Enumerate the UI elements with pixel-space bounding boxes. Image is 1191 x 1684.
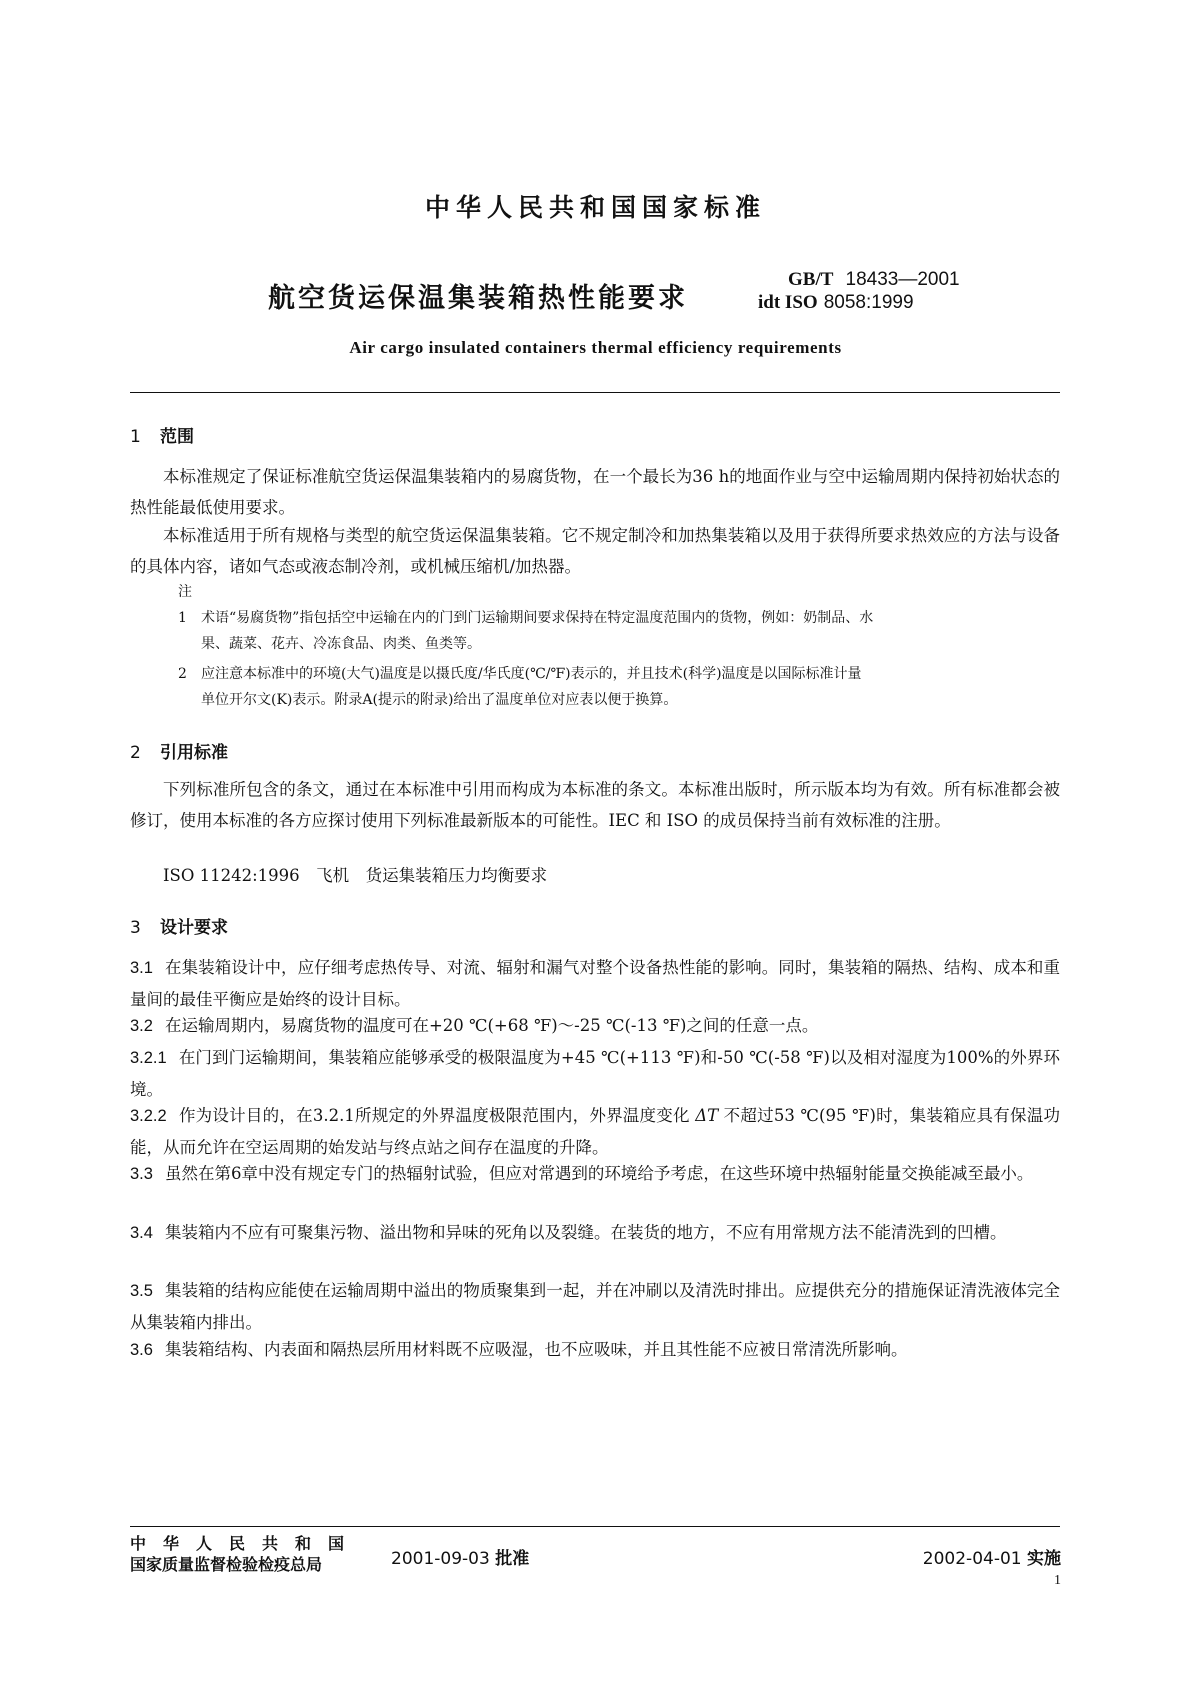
clause-number: 3.2 [130,1017,153,1035]
section-1-paragraph-1: 本标准规定了保证标准航空货运保温集装箱内的易腐货物，在一个最长为36 h的地面作业与空中运输周期内保持初始状态的热性能最低使用要求。 [130,467,1060,517]
clause-text: 作为设计目的，在3.2.1所规定的外界温度极限范围内，外界温度变化 [178,1106,690,1125]
effective-label: 实施 [1027,1549,1061,1569]
section-number: 3 [130,918,141,938]
section-title: 范围 [160,427,194,447]
clause-number: 3.6 [130,1341,153,1359]
clause-text: 在运输周期内，易腐货物的温度可在+20 ℃(+68 ℉)～-25 ℃(-13 ℉)之间的任意一点。 [164,1016,819,1035]
idt-number: 8058:1999 [823,292,914,313]
note-text-cont: 单位开尔文(K)表示。附录A(提示的附录)给出了温度单位对应表以便于换算。 [201,692,678,708]
section-2-paragraph-1: 下列标准所包含的条文，通过在本标准中引用而构成为本标准的条文。本标准出版时，所示版本均为有效。所有标准都会被修订，使用本标准的各方应探讨使用下列标准最新版本的可能性。IEC 和 ISO 的成员保持当前有效标准的注册。 [130,780,1060,830]
section-1-paragraph-2: 本标准适用于所有规格与类型的航空货运保温集装箱。它不规定制冷和加热集装箱以及用于获得所要求热效应的方法与设备的具体内容，诸如气态或液态制冷剂，或机械压缩机/加热器。 [130,526,1060,576]
standard-type-heading: 中华人民共和国国家标准 [424,193,766,222]
clause-number: 3.2.2 [130,1107,167,1125]
delta-t-symbol: ΔT [695,1106,719,1125]
code-number: 18433—2001 [845,269,960,290]
section-3-heading [130,913,228,938]
issuing-authority [130,1533,361,1575]
note-2 [178,661,1060,713]
note-label: 注 [178,584,192,600]
footer-divider [130,1526,1060,1527]
clause-text: 集装箱的结构应能使在运输周期中溢出的物质聚集到一起，并在冲刷以及清洗时排出。应提供充分的措施保证清洗液体完全从集装箱内排出。 [130,1281,1060,1332]
header-divider [130,392,1060,393]
note-number: 1 [178,610,187,626]
document-title-en: Air cargo insulated containers thermal efficiency requirements [349,338,842,357]
section-number: 1 [130,427,141,447]
note-text-cont: 果、蔬菜、花卉、冷冻食品、肉类、鱼类等。 [201,636,481,652]
clause-3-2 [130,1010,1060,1042]
clause-number: 3.2.1 [130,1049,167,1067]
clause-text: 在门到门运输期间，集装箱应能够承受的极限温度为+45 ℃(+113 ℉)和-50 ℃(-58 ℉)以及相对湿度为100%的外界环境。 [130,1048,1060,1099]
approved-date-value: 2001-09-03 [391,1549,490,1569]
clause-3-2-2 [130,1100,1060,1163]
clause-3-4 [130,1217,1060,1249]
clause-number: 3.5 [130,1282,153,1300]
section-number: 2 [130,743,141,763]
note-number: 2 [178,666,187,682]
section-title: 引用标准 [160,743,228,763]
note-text: 应注意本标准中的环境(大气)温度是以摄氏度/华氏度(℃/℉)表示的，并且技术(科学)温度是以国际标准计量 [201,666,862,682]
clause-text: 虽然在第6章中没有规定专门的热辐射试验，但应对常遇到的环境给予考虑，在这些环境中热辐射能量交换能减至最小。 [164,1164,1034,1183]
approval-date [391,1544,529,1569]
document-title-cn: 航空货运保温集装箱热性能要求 [268,283,688,314]
clause-3-3 [130,1158,1060,1190]
clause-text: 集装箱内不应有可聚集污物、溢出物和异味的死角以及裂缝。在装货的地方，不应有用常规方法不能清洗到的凹槽。 [164,1223,1007,1242]
effective-date [923,1544,1061,1569]
note-text: 术语“易腐货物”指包括空中运输在内的门到门运输期间要求保持在特定温度范围内的货物，例如：奶制品、水 [201,610,874,626]
clause-text-cont: 不超过53 ℃(95 ℉)时，集装箱应具有保温功能，从而允许在空运周期的始发站与终点站之间存在温度的升降。 [130,1106,1060,1157]
normative-reference: ISO 11242:1996 飞机 货运集装箱压力均衡要求 [163,866,548,885]
clause-text: 集装箱结构、内表面和隔热层所用材料既不应吸湿，也不应吸味，并且其性能不应被日常清洗所影响。 [164,1340,908,1359]
clause-3-6 [130,1334,1060,1366]
clause-text: 在集装箱设计中，应仔细考虑热传导、对流、辐射和漏气对整个设备热性能的影响。同时，集装箱的隔热、结构、成本和重量间的最佳平衡应是始终的设计目标。 [130,958,1060,1009]
authority-line-2: 国家质量监督检验检疫总局 [130,1555,323,1574]
clause-number: 3.1 [130,959,153,977]
section-2-heading [130,738,228,763]
clause-number: 3.4 [130,1224,153,1242]
approved-label: 批准 [495,1549,530,1569]
page-number: 1 [1054,1573,1061,1588]
authority-line-1: 中华人民共和国 [130,1534,362,1553]
idt-prefix: idt ISO [758,292,818,313]
clause-3-5 [130,1275,1060,1338]
note-1 [178,605,1060,657]
effective-date-value: 2002-04-01 [922,1549,1022,1569]
section-1-heading [130,422,194,447]
clause-number: 3.3 [130,1165,153,1183]
clause-3-1 [130,952,1060,1015]
section-title: 设计要求 [160,918,228,938]
clause-3-2-1 [130,1042,1060,1105]
standard-code-block [758,268,960,314]
code-prefix: GB/T [788,269,834,290]
